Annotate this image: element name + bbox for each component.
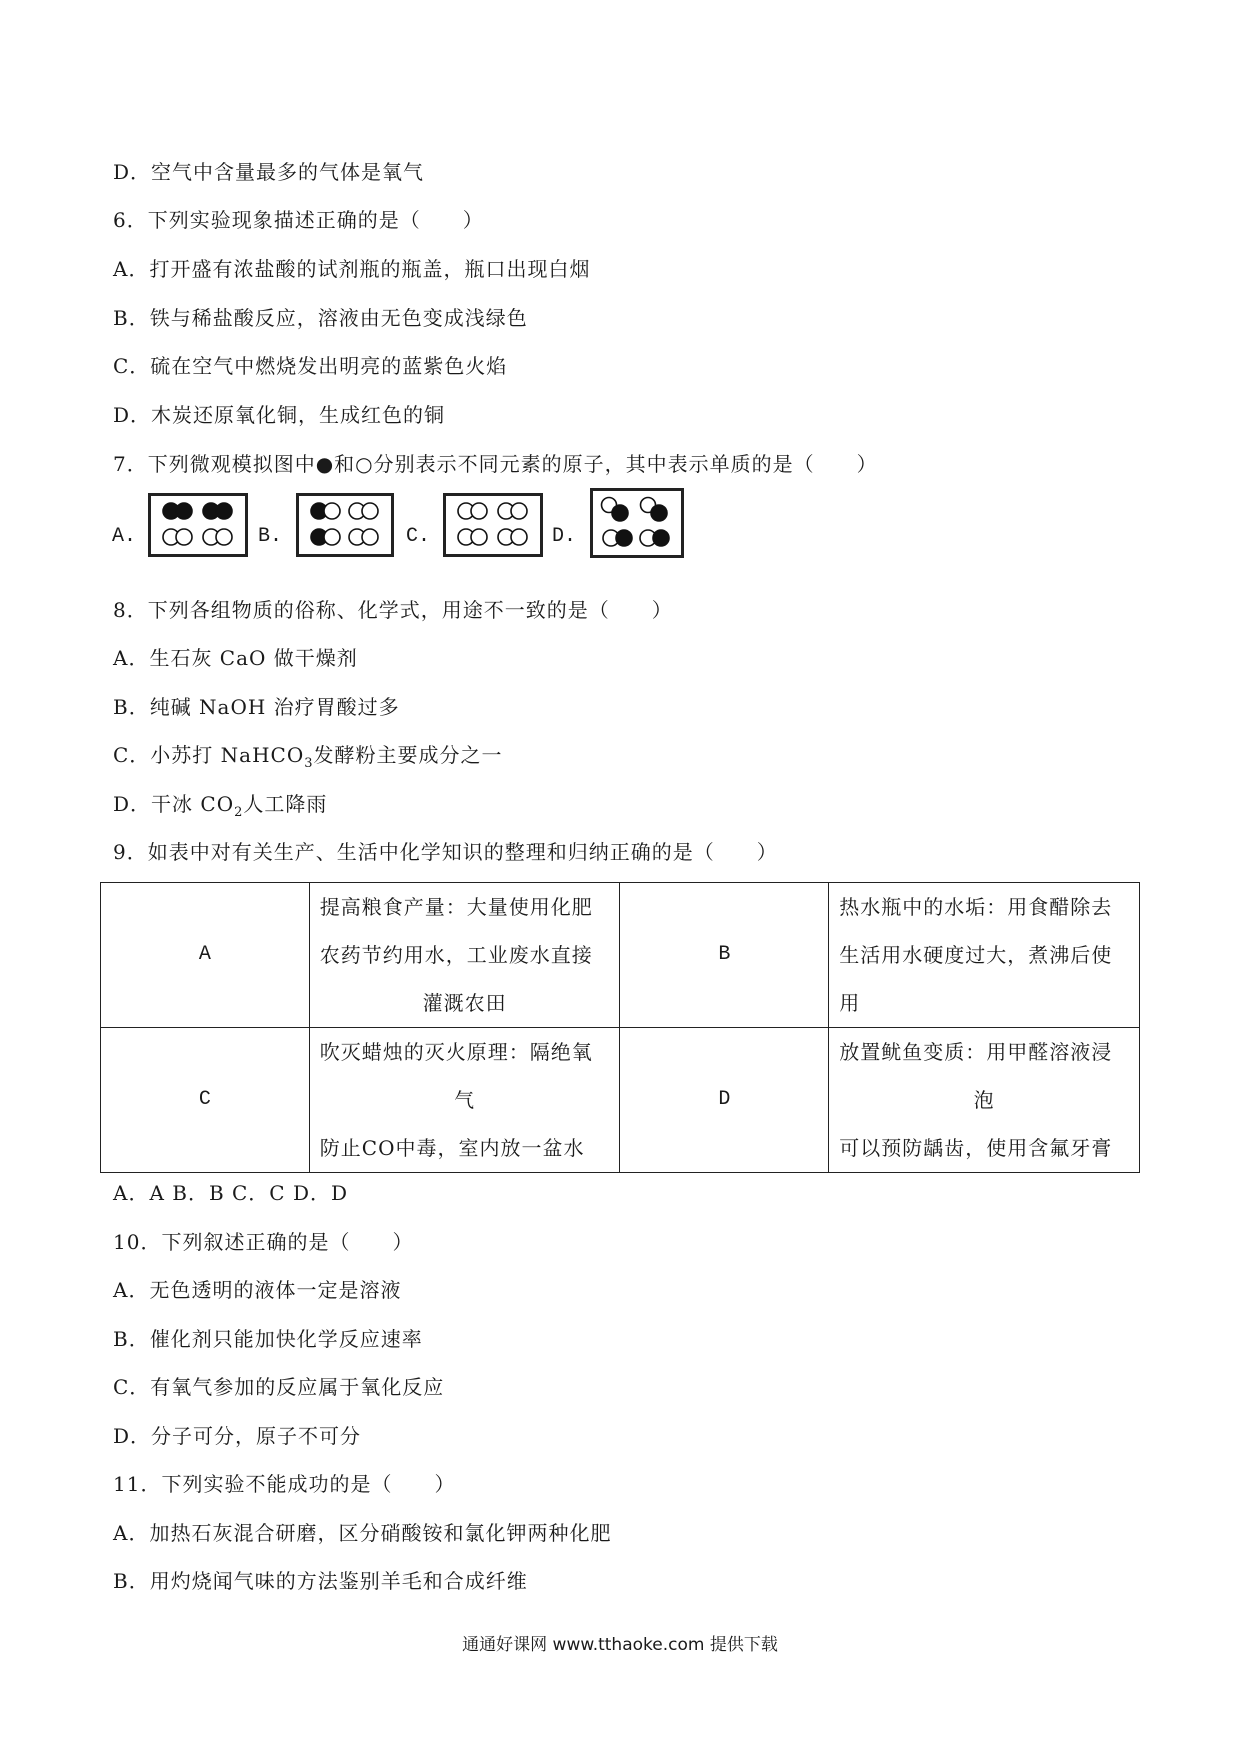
table-cell-label-b: B — [620, 883, 829, 1028]
option-q8-d — [113, 792, 328, 820]
table-cell-content-d — [829, 1028, 1140, 1173]
cell-line: 放置鱿鱼变质：用甲醛溶液浸 — [839, 1040, 1113, 1064]
option-q6-a: A．打开盛有浓盐酸的试剂瓶的瓶盖，瓶口出现白烟 — [113, 257, 591, 281]
question-8-stem: 8．下列各组物质的俗称、化学式，用途不一致的是（ ） — [113, 598, 673, 622]
option-q10-c: C．有氧气参加的反应属于氧化反应 — [113, 1375, 445, 1399]
table-cell-content-b — [829, 883, 1140, 1028]
option-q8-c-text: C．小苏打 NaHCO — [113, 743, 305, 767]
knowledge-table — [100, 882, 1140, 1173]
cell-line: 用 — [839, 991, 861, 1015]
cell-line: 生活用水硬度过大，煮沸后使 — [839, 943, 1113, 967]
cell-line: 防止CO中毒，室内放一盆水 — [319, 1136, 585, 1160]
option-q7-c-label: C. — [406, 525, 431, 548]
table-cell-label-d: D — [620, 1028, 829, 1173]
molecule-diagram-a — [148, 493, 248, 557]
page-footer: 通通好课网 www.tthaoke.com 提供下载 — [462, 1635, 778, 1655]
option-q8-c — [113, 743, 503, 771]
cell-line: 气 — [454, 1088, 476, 1112]
cell-line: 提高粮食产量：大量使用化肥 — [319, 895, 593, 919]
cell-line: 泡 — [973, 1088, 995, 1112]
option-q7-a-label: A. — [112, 525, 137, 548]
option-q11-b: B．用灼烧闻气味的方法鉴别羊毛和合成纤维 — [113, 1569, 528, 1593]
question-7-stem: 7．下列微观模拟图中●和○分别表示不同元素的原子，其中表示单质的是（ ） — [113, 452, 878, 476]
molecule-diagram-c — [443, 493, 543, 557]
molecule-diagram-b — [296, 493, 394, 557]
cell-line: 热水瓶中的水垢：用食醋除去 — [839, 895, 1113, 919]
option-q6-c: C．硫在空气中燃烧发出明亮的蓝紫色火焰 — [113, 354, 508, 378]
table-cell-content-c — [309, 1028, 620, 1173]
question-9-stem: 9．如表中对有关生产、生活中化学知识的整理和归纳正确的是（ ） — [113, 840, 778, 864]
option-q7-b-label: B. — [258, 525, 283, 548]
option-q8-d-text-end: 人工降雨 — [243, 792, 328, 816]
option-q5-d: D．空气中含量最多的气体是氧气 — [113, 160, 425, 184]
table-cell-label-c: C — [101, 1028, 310, 1173]
options-q9: A．A B．B C．C D．D — [113, 1181, 349, 1205]
question-10-stem: 10．下列叙述正确的是（ ） — [113, 1230, 414, 1254]
cell-line: 可以预防龋齿，使用含氟牙膏 — [839, 1136, 1113, 1160]
question-11-stem: 11．下列实验不能成功的是（ ） — [113, 1472, 456, 1496]
option-q11-a: A．加热石灰混合研磨，区分硝酸铵和氯化钾两种化肥 — [113, 1521, 612, 1545]
molecule-diagram-d — [590, 488, 684, 558]
table-cell-content-a — [309, 883, 620, 1028]
cell-line: 农药节约用水，工业废水直接 — [319, 943, 593, 967]
table-row — [101, 1028, 1140, 1173]
table-row — [101, 883, 1140, 1028]
option-q8-c-text-end: 发酵粉主要成分之一 — [313, 743, 503, 767]
cell-line: 灌溉农田 — [422, 991, 507, 1015]
option-q10-d: D．分子可分，原子不可分 — [113, 1424, 362, 1448]
option-q10-a: A．无色透明的液体一定是溶液 — [113, 1278, 402, 1302]
cell-line: 吹灭蜡烛的灭火原理：隔绝氧 — [319, 1040, 593, 1064]
option-q10-b: B．催化剂只能加快化学反应速率 — [113, 1327, 423, 1351]
option-q7-d-label: D. — [552, 525, 577, 548]
option-q8-a: A．生石灰 CaO 做干燥剂 — [113, 646, 358, 670]
subscript-2: 2 — [234, 805, 244, 820]
option-q8-d-text: D．干冰 CO — [113, 792, 235, 816]
table-cell-label-a: A — [101, 883, 310, 1028]
option-q8-b: B．纯碱 NaOH 治疗胃酸过多 — [113, 695, 400, 719]
option-q6-b: B．铁与稀盐酸反应，溶液由无色变成浅绿色 — [113, 306, 528, 330]
question-6-stem: 6．下列实验现象描述正确的是（ ） — [113, 208, 484, 232]
option-q6-d: D．木炭还原氧化铜，生成红色的铜 — [113, 403, 446, 427]
subscript-3: 3 — [304, 756, 314, 771]
